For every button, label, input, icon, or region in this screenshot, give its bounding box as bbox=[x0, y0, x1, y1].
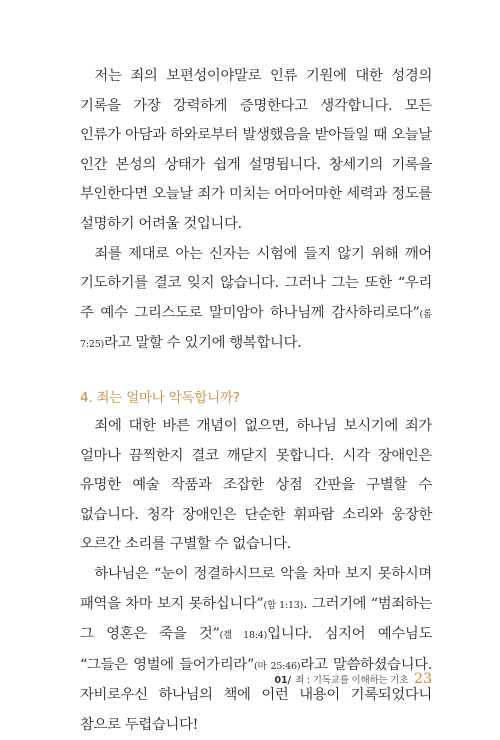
page-body bbox=[80, 62, 432, 740]
paragraph-4-text-a: 하나님은 “눈이 정결하시므로 악을 차마 보지 못하시며 패역을 차마 보지 못하십니다” bbox=[80, 565, 432, 612]
running-title: 죄 : 기독교를 이해하는 기초 bbox=[295, 675, 409, 686]
paragraph-1-text: 저는 죄의 보편성이야말로 인류 기원에 대한 성경의 기록을 가장 강력하게 증명한다고 생각합니다. 모든 인류가 아담과 하와로부터 발생했음을 받아들일 때 오늘날 인간 본성의 상태가 쉽게 설명됩니다. 창세기의 기록을 부인한다면 오늘날 죄가 미치는 어마어마한 세력과 정도를 설명하기 어려울 것입니다. bbox=[80, 68, 432, 232]
paragraph-4 bbox=[80, 560, 432, 740]
scripture-reference: (롬 7:25) bbox=[80, 308, 432, 351]
scripture-reference: (마 25:46) bbox=[253, 660, 301, 672]
scripture-reference: (합 1:13) bbox=[263, 599, 304, 611]
scripture-reference: (겔 18:4) bbox=[219, 630, 268, 642]
page-footer bbox=[274, 671, 432, 687]
chapter-marker: 01/ bbox=[274, 675, 292, 686]
paragraph-4-text-d: 라고 말씀하셨습니다. 자비로우신 하나님의 책에 이런 내용이 기록되었다니 참으로 두렵습니다! bbox=[80, 656, 433, 733]
section-heading: 4. 죄는 얼마나 악독합니까? bbox=[80, 389, 240, 406]
paragraph-3 bbox=[80, 412, 432, 560]
paragraph-2-text-a: 죄를 제대로 아는 신자는 시험에 들지 않기 위해 깨어 기도하기를 결코 잊지 않습니다. 그러나 그는 또한 “우리 주 예수 그리스도로 말미암아 하나님께 감사하리로다” bbox=[80, 245, 432, 321]
paragraph-3-text: 죄에 대한 바른 개념이 없으면, 하나님 보시기에 죄가 얼마나 끔찍한지 결코 깨닫지 못합니다. 시각 장애인은 유명한 예술 작품과 조잡한 상점 간판을 구별할 수 없습니다. 청각 장애인은 단순한 휘파람 소리와 웅장한 오르간 소리를 구별할 수 없습니다. bbox=[80, 417, 432, 553]
paragraph-2-text-b: 라고 말할 수 있기에 행복합니다. bbox=[104, 335, 302, 352]
page-number: 23 bbox=[414, 671, 432, 687]
paragraph-1 bbox=[80, 62, 432, 240]
paragraph-4-text-b: . 그러기에 “범죄하는 그 영혼은 죽을 것” bbox=[80, 595, 432, 643]
paragraph-4-text-c: 입니다. 심지어 예수님도 “그들은 영벌에 들어가리라” bbox=[80, 626, 432, 673]
paragraph-2 bbox=[80, 240, 432, 360]
